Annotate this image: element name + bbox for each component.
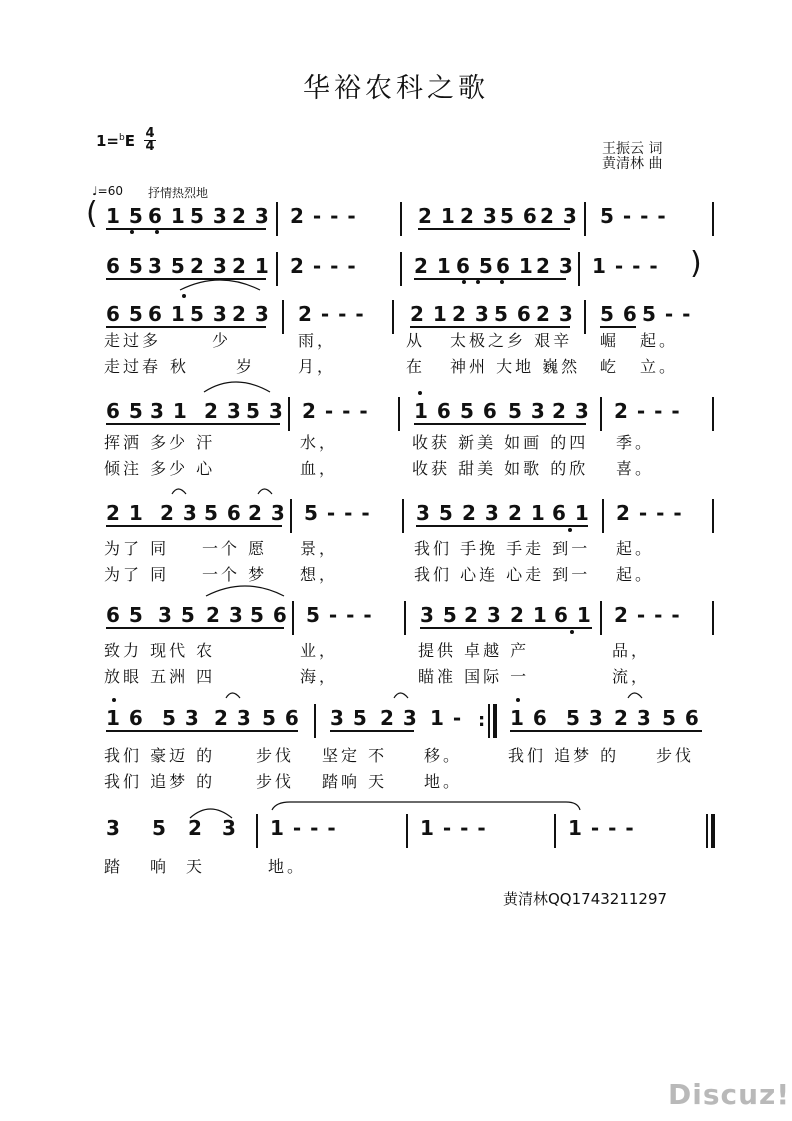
lyric-verse2: 我们 追梦 的 <box>104 772 216 791</box>
note-group: 1 - <box>430 706 463 730</box>
lyric-verse2: 秋 <box>170 357 190 376</box>
note-group: 5 6 <box>500 204 538 228</box>
lyric-verse1: 少 <box>212 331 232 350</box>
tie <box>172 489 186 494</box>
tie <box>258 489 272 494</box>
tie <box>394 693 408 698</box>
note-group: 2 3 <box>552 399 590 423</box>
close-paren: ) <box>690 246 702 281</box>
note-group: 2 3 <box>214 706 252 730</box>
lyric-verse1: 踏 <box>104 857 124 876</box>
arranger-signature: 黄清林QQ1743211297 <box>503 890 668 908</box>
note-group: 2 3 <box>536 302 574 326</box>
note-group: 6 1 <box>148 204 186 228</box>
lyric-verse1: 太极之乡 艰辛 <box>450 331 573 350</box>
lyric-verse2: 步伐 <box>256 772 295 791</box>
lyric-verse2: 立。 <box>640 357 679 376</box>
lyric-verse1: 我们 手挽 手走 到一 <box>414 539 591 558</box>
note-group: 2 1 <box>106 501 144 525</box>
note-group: 5 - - - <box>600 204 667 228</box>
note-group: 2 3 <box>540 204 578 228</box>
key-name: E <box>124 132 135 150</box>
lyric-verse2: 地。 <box>424 772 463 791</box>
lyric-verse1: 季。 <box>616 433 655 452</box>
note-group: 5 - - - <box>306 603 373 627</box>
lyric-verse1: 业， <box>300 641 339 660</box>
note-group: 2 3 <box>160 501 198 525</box>
lyric-verse1: 步伐 <box>656 746 695 765</box>
key-tonic: 1= <box>96 132 120 150</box>
note-group: 5 6 <box>204 501 242 525</box>
lyric-verse2: 起。 <box>616 565 655 584</box>
lyric-verse1: 为了 同 <box>104 539 170 558</box>
lyric-verse1: 崛 <box>600 331 620 350</box>
note-group: 6 1 <box>552 501 590 525</box>
lyric-verse1: 地。 <box>268 857 307 876</box>
note-group: 2 3 <box>204 399 242 423</box>
note-group: 2 1 <box>508 501 546 525</box>
lyric-verse1: 致力 现代 农 <box>104 641 216 660</box>
note-group: 5 3 <box>190 302 228 326</box>
note-group: 2 - - - <box>290 204 357 228</box>
lyric-verse2: 流， <box>612 667 651 686</box>
lyric-verse1: 我们 追梦 的 <box>508 746 620 765</box>
note-group: 6 1 <box>554 603 592 627</box>
note-group: 6 5 <box>106 302 144 326</box>
note-group: 3 5 <box>416 501 454 525</box>
note-group: 6 5 <box>106 603 144 627</box>
note-group: 5 - - <box>642 302 692 326</box>
note-group: 1 - - - <box>592 254 659 278</box>
note-group: 1 - - - <box>420 816 487 840</box>
note-group: 5 - - - <box>304 501 371 525</box>
note-group: 5 6 <box>250 603 288 627</box>
composer-credit: 黄清林 曲 <box>602 156 663 172</box>
note-group: 2 1 <box>410 302 448 326</box>
note-group: 2 - - - <box>616 501 683 525</box>
note-group: 2 3 <box>190 254 228 278</box>
lyric-verse1: 走过多 <box>104 331 162 350</box>
note-group: 1 - - - <box>568 816 635 840</box>
lyric-verse1: 坚定 不 <box>322 746 388 765</box>
lyric-verse1: 雨， <box>298 331 337 350</box>
lyric-verse1: 一个 愿 <box>202 539 268 558</box>
lyric-verse2: 想， <box>300 565 339 584</box>
note-group: 2 - - - <box>614 399 681 423</box>
lyric-verse1: 景， <box>300 539 339 558</box>
note-group: 5 3 <box>162 706 200 730</box>
slur <box>180 280 260 290</box>
note-group: 2 3 <box>536 254 574 278</box>
slur <box>190 809 232 818</box>
note: 2 <box>188 816 203 840</box>
meter-bottom: 4 <box>145 139 155 154</box>
note-group: 2 1 <box>418 204 456 228</box>
lyric-verse1: 移。 <box>424 746 463 765</box>
note-group: 5 6 <box>262 706 300 730</box>
note-group: 5 3 <box>566 706 604 730</box>
note-group: 5 3 <box>508 399 546 423</box>
tie <box>226 693 240 698</box>
lyric-verse1: 起。 <box>640 331 679 350</box>
note-group: 2 3 <box>462 501 500 525</box>
lyric-verse1: 步伐 <box>256 746 295 765</box>
lyric-verse1: 从 <box>406 331 426 350</box>
lyricist-credit: 王振云 词 <box>602 141 663 157</box>
note-group: 2 - - - <box>302 399 369 423</box>
lyric-verse2: 放眼 五洲 四 <box>104 667 216 686</box>
page-title: 华裕农科之歌 <box>303 73 489 104</box>
lyric-verse2: 为了 同 <box>104 565 170 584</box>
lyric-verse1: 水， <box>300 433 339 452</box>
note-group: 3 5 <box>148 254 186 278</box>
lyric-verse1: 天 <box>186 857 206 876</box>
note-group: 5 6 <box>494 302 532 326</box>
note-group: 2 - - - <box>298 302 365 326</box>
tie <box>628 693 642 698</box>
lyric-verse1: 起。 <box>616 539 655 558</box>
lyric-verse1: 品， <box>612 641 651 660</box>
lyric-verse2: 在 <box>406 357 426 376</box>
note-group: 3 5 <box>420 603 458 627</box>
note-group: 1 - - - <box>270 816 337 840</box>
note-group: 2 1 <box>232 254 270 278</box>
lyric-verse2: 喜。 <box>616 459 655 478</box>
note: 3 <box>106 816 121 840</box>
expression-mark: 抒情热烈地 <box>148 186 209 200</box>
lyric-verse2: 倾注 多少 心 <box>104 459 216 478</box>
note-group: 2 - - - <box>290 254 357 278</box>
note-group: 2 3 <box>614 706 652 730</box>
lyric-verse2: 走过春 <box>104 357 162 376</box>
key-flat: b <box>119 133 125 143</box>
note-group: 2 3 <box>452 302 490 326</box>
note: 3 <box>222 816 237 840</box>
note: 5 <box>152 816 167 840</box>
tie-long <box>272 802 580 810</box>
note-group: 2 3 <box>206 603 244 627</box>
lyric-verse2: 踏响 天 <box>322 772 388 791</box>
note-group: 5 3 <box>190 204 228 228</box>
lyric-verse2: 血， <box>300 459 339 478</box>
note-group: 3 5 <box>330 706 368 730</box>
note-group: 1 6 <box>510 706 548 730</box>
note-group: 2 3 <box>460 204 498 228</box>
note-group: 2 3 <box>232 302 270 326</box>
note-group: 1 6 <box>106 706 144 730</box>
lyric-verse1: 挥洒 多少 汗 <box>104 433 216 452</box>
lyric-verse2: 岁 <box>236 357 256 376</box>
note-group: 2 1 <box>414 254 452 278</box>
lyric-verse1: 收获 新美 如画 的四 <box>412 433 589 452</box>
note-group: 3 5 <box>158 603 196 627</box>
note-group: 2 3 <box>464 603 502 627</box>
note-group: 2 3 <box>380 706 418 730</box>
lyric-verse2: 收获 甜美 如歌 的欣 <box>412 459 589 478</box>
repeat-dots: : <box>478 710 486 731</box>
lyric-verse2: 我们 心连 心走 到一 <box>414 565 591 584</box>
note-group: 3 1 <box>150 399 188 423</box>
lyric-verse1: 我们 豪迈 的 <box>104 746 216 765</box>
note-group: 5 6 <box>600 302 638 326</box>
note-group: 2 3 <box>248 501 286 525</box>
meter-top: 4 <box>145 126 155 141</box>
lyric-verse1: 响 <box>150 857 170 876</box>
note-group: 1 5 <box>106 204 144 228</box>
note-group: 1 6 <box>414 399 452 423</box>
watermark: Discuz! <box>668 1078 791 1111</box>
note-group: 2 - - - <box>614 603 681 627</box>
slur <box>206 586 284 596</box>
note-group: 2 3 <box>232 204 270 228</box>
note-group: 6 1 <box>148 302 186 326</box>
note-group: 6 1 <box>496 254 534 278</box>
lyric-verse2: 海， <box>300 667 339 686</box>
lyric-verse2: 一个 梦 <box>202 565 268 584</box>
open-paren: ( <box>86 196 98 231</box>
note-group: 6 5 <box>456 254 494 278</box>
note-group: 5 6 <box>460 399 498 423</box>
lyric-verse1: 提供 卓越 产 <box>418 641 530 660</box>
lyric-verse2: 瞄准 国际 一 <box>418 667 530 686</box>
note-group: 5 3 <box>246 399 284 423</box>
note-group: 6 5 <box>106 399 144 423</box>
note-group: 5 6 <box>662 706 700 730</box>
tempo-mark: ♩=60 <box>92 184 123 198</box>
note-group: 2 1 <box>510 603 548 627</box>
slur <box>204 382 270 392</box>
note-group: 6 5 <box>106 254 144 278</box>
lyric-verse2: 神州 大地 巍然 <box>450 357 581 376</box>
lyric-verse2: 月， <box>298 357 337 376</box>
lyric-verse2: 屹 <box>600 357 620 376</box>
